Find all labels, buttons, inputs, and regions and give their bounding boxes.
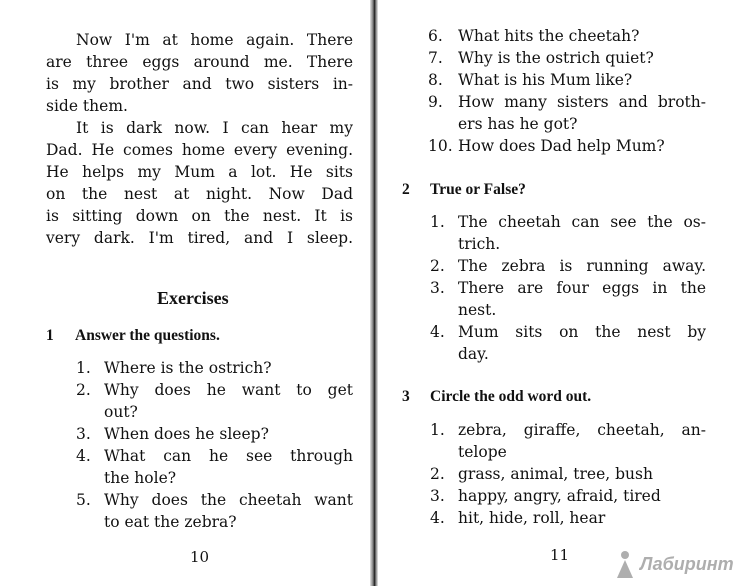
item-number: 4. [430, 323, 445, 341]
question-line: Where is the ostrich? [104, 359, 272, 377]
question-line: Why does he want to get [104, 381, 353, 399]
story-line: He helps my Mum a lot. He sits [46, 163, 353, 181]
item-number: 7. [428, 49, 443, 67]
item-number: 3. [76, 425, 91, 443]
statement-line: Mum sits on the nest by [458, 323, 706, 341]
exercise-title: Circle the odd word out. [430, 388, 592, 405]
statement-line: day. [458, 345, 489, 363]
question-line: Why is the ostrich quiet? [458, 49, 654, 67]
word-list-line: grass, animal, tree, bush [458, 465, 653, 483]
right-page [378, 0, 744, 586]
watermark-text: Лабиринт [640, 553, 734, 574]
watermark [614, 546, 740, 582]
exercises-heading: Exercises [157, 288, 229, 308]
item-number: 5. [76, 491, 91, 509]
question-line: to eat the zebra? [104, 513, 237, 531]
item-number: 9. [428, 93, 443, 111]
item-number: 4. [76, 447, 91, 465]
question-line: out? [104, 403, 138, 421]
story-line: is my brother and two sisters in- [46, 75, 353, 93]
word-list-line: telope [458, 443, 507, 461]
item-number: 1. [430, 421, 445, 439]
story-line: It is dark now. I can hear my [76, 119, 353, 137]
question-line: What can he see through [104, 447, 353, 465]
page-number: 10 [190, 548, 210, 566]
story-line: Dad. He comes home every evening. [46, 141, 353, 159]
statement-line: nest. [458, 301, 497, 319]
exercise-number: 2 [402, 181, 410, 198]
story-line: is sitting down on the nest. It is [46, 207, 353, 225]
word-list-line: happy, angry, afraid, tired [458, 487, 661, 505]
story-line: very dark. I'm tired, and I sleep. [46, 229, 353, 247]
labirint-logo-icon [614, 549, 636, 579]
exercise-number: 1 [46, 327, 54, 344]
item-number: 8. [428, 71, 443, 89]
question-line: How many sisters and broth- [458, 93, 706, 111]
statement-line: The zebra is running away. [458, 257, 706, 275]
question-line: ers has he got? [458, 115, 578, 133]
item-number: 2. [76, 381, 91, 399]
exercise-number: 3 [402, 388, 410, 405]
question-line: What is his Mum like? [458, 71, 633, 89]
story-line: are three eggs around me. There [46, 53, 353, 71]
item-number: 1. [430, 213, 445, 231]
exercise-title: True or False? [430, 181, 526, 198]
item-number: 4. [430, 509, 445, 527]
question-line: How does Dad help Mum? [458, 137, 665, 155]
question-line: Why does the cheetah want [104, 491, 353, 509]
statement-line: There are four eggs in the [458, 279, 706, 297]
story-line: Now I'm at home again. There [76, 31, 353, 49]
statement-line: trich. [458, 235, 501, 253]
item-number: 10. [428, 137, 453, 155]
item-number: 3. [430, 279, 445, 297]
book-spine [370, 0, 378, 586]
word-list-line: hit, hide, roll, hear [458, 509, 606, 527]
item-number: 2. [430, 257, 445, 275]
statement-line: The cheetah can see the os- [458, 213, 706, 231]
story-line: on the nest at night. Now Dad [46, 185, 353, 203]
question-line: What hits the cheetah? [458, 27, 640, 45]
item-number: 1. [76, 359, 91, 377]
story-line: side them. [46, 97, 128, 115]
item-number: 2. [430, 465, 445, 483]
page-number: 11 [550, 546, 570, 564]
question-line: When does he sleep? [104, 425, 269, 443]
item-number: 6. [428, 27, 443, 45]
item-number: 3. [430, 487, 445, 505]
word-list-line: zebra, giraffe, cheetah, an- [458, 421, 706, 439]
question-line: the hole? [104, 469, 177, 487]
exercise-title: Answer the questions. [75, 327, 220, 344]
